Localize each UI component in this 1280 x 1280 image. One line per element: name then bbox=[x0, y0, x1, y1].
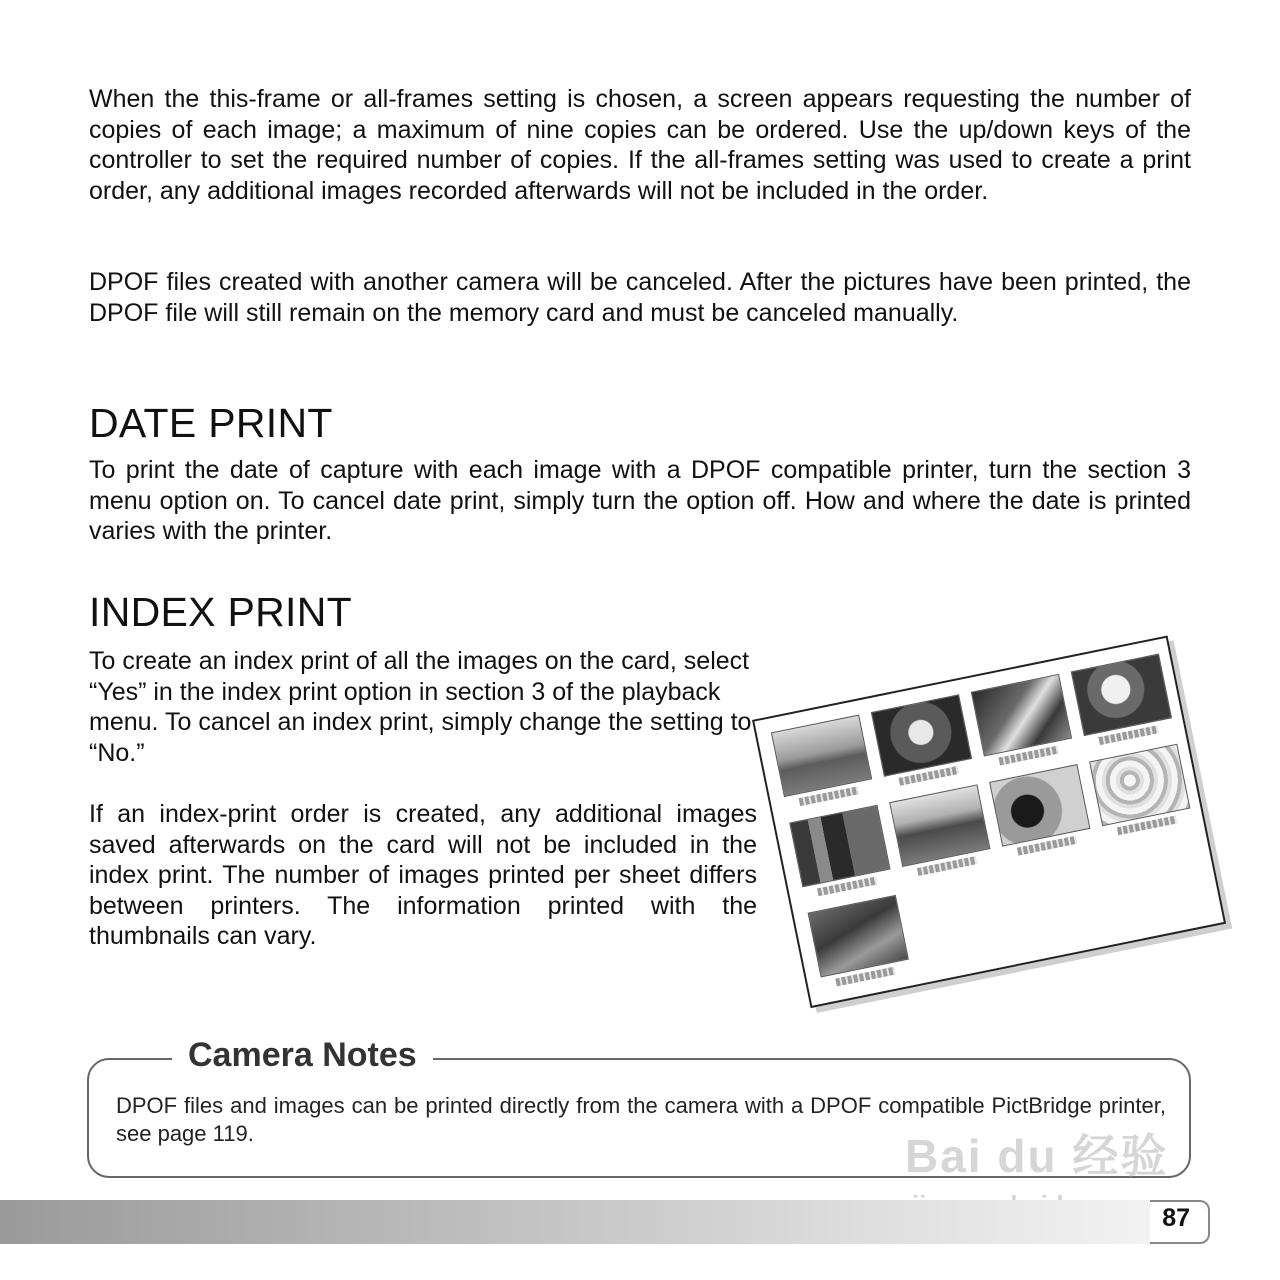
camera-notes-title: Camera Notes bbox=[172, 1033, 433, 1077]
thumbnail bbox=[1089, 744, 1191, 838]
index-print-paragraph-1: To create an index print of all the images on the card, select “Yes” in the index print option in section 3 of the playback menu. To cancel an index print, simply change the setting to “No.” bbox=[89, 647, 752, 767]
footer-bar bbox=[0, 1200, 1150, 1244]
index-print-paragraph-2: If an index-print order is created, any additional images saved afterwards on the card will not be included in the index print. The number of images printed per sheet differs between printers. The information printed with the thumbnails can vary. bbox=[89, 800, 757, 950]
thumbnail bbox=[771, 715, 873, 809]
intro-paragraph-1: When the this-frame or all-frames setting is chosen, a screen appears requesting the number of copies of each image; a maximum of nine copies can be ordered. Use the up/down keys of the controller to set the required number of copies. If the all-frames setting was used to create a print order, any additional images recorded afterwards will not be included in the order. bbox=[89, 85, 1191, 205]
watermark-logo: Bai du 经验 bbox=[905, 1130, 1169, 1182]
thumbnail bbox=[789, 805, 891, 899]
index-print-illustration bbox=[752, 635, 1226, 1008]
thumbnail bbox=[889, 785, 991, 879]
thumbnail-grid bbox=[771, 654, 1209, 989]
thumbnail bbox=[971, 674, 1073, 768]
thumbnail bbox=[808, 895, 910, 989]
thumbnail bbox=[989, 764, 1091, 858]
index-print-heading: INDEX PRINT bbox=[89, 589, 352, 635]
page-number: 87 bbox=[1162, 1204, 1190, 1232]
camera-notes-text: DPOF files and images can be printed directly from the camera with a DPOF compatible PictBridge printer, see page 119. bbox=[116, 1093, 1166, 1146]
date-print-heading: DATE PRINT bbox=[89, 400, 333, 446]
thumbnail bbox=[871, 695, 973, 789]
date-print-text: To print the date of capture with each image with a DPOF compatible printer, turn the section 3 menu option on. To cancel date print, simply turn the option off. How and where the date is printed varies with the printer. bbox=[89, 456, 1191, 545]
thumbnail bbox=[1071, 654, 1173, 748]
intro-paragraph-2: DPOF files created with another camera will be canceled. After the pictures have been printed, the DPOF file will still remain on the memory card and must be canceled manually. bbox=[89, 268, 1191, 327]
